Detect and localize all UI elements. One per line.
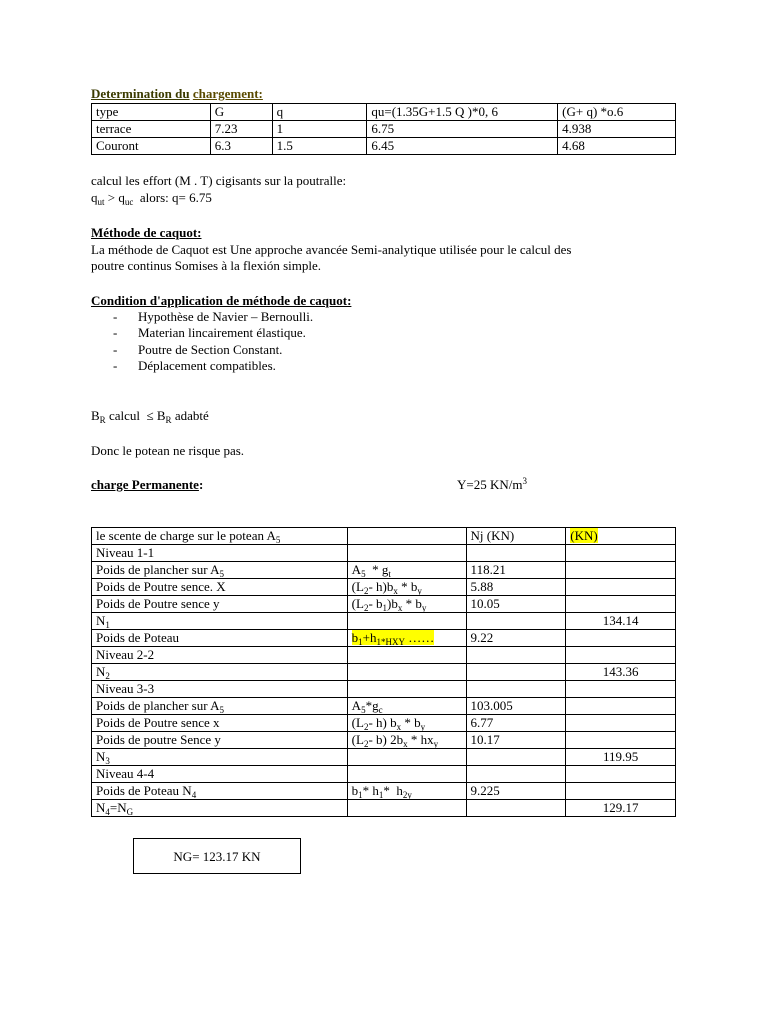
donc-text: Donc le potean ne risque pas. bbox=[91, 443, 245, 458]
table-cell: Poids de Poutre sence. X bbox=[92, 579, 348, 596]
cell-sub: 2 bbox=[363, 603, 369, 613]
table-cell: terrace bbox=[92, 121, 211, 138]
br-adapte: adabté bbox=[174, 408, 209, 423]
table-row bbox=[92, 579, 676, 596]
cell-sub: 4 bbox=[191, 790, 197, 800]
cell-sub: 1 bbox=[358, 637, 363, 647]
calc-q: q bbox=[91, 190, 98, 205]
table-cell: Niveau 1-1 bbox=[92, 545, 348, 562]
table-cell: 119.95 bbox=[566, 749, 676, 766]
table-cell bbox=[347, 579, 466, 596]
permanente-colon: : bbox=[198, 477, 204, 492]
list-item-text: Déplacement compatibles. bbox=[138, 358, 276, 373]
table-cell bbox=[466, 613, 566, 630]
permanente-title: charge Permanente bbox=[91, 477, 199, 492]
bullet-dash: - bbox=[113, 358, 118, 373]
table-cell bbox=[566, 579, 676, 596]
table-cell bbox=[566, 698, 676, 715]
table-cell bbox=[466, 766, 566, 783]
cell-text: b bbox=[351, 783, 359, 798]
list-item-text: Hypothèse de Navier – Bernoulli. bbox=[138, 309, 314, 324]
table-cell bbox=[466, 545, 566, 562]
cell-text: * b bbox=[402, 596, 422, 611]
cell-text: …… bbox=[405, 630, 435, 645]
table-cell: 7.23 bbox=[210, 121, 272, 138]
table-cell bbox=[566, 766, 676, 783]
table-cell: 9.225 bbox=[466, 783, 566, 800]
calc-uc: uc bbox=[124, 197, 134, 207]
table-cell: 1.5 bbox=[272, 138, 367, 155]
table-cell: 6.45 bbox=[367, 138, 558, 155]
table-row bbox=[92, 613, 676, 630]
table-cell bbox=[347, 596, 466, 613]
table-cell: 118.21 bbox=[466, 562, 566, 579]
table-row bbox=[92, 749, 676, 766]
table-cell bbox=[466, 749, 566, 766]
cell-text: Poids de plancher sur A bbox=[96, 562, 220, 577]
permanente-title-row bbox=[91, 477, 203, 493]
table-cell: 4.68 bbox=[558, 138, 676, 155]
bullet-dash: - bbox=[113, 309, 118, 324]
table-row bbox=[92, 783, 676, 800]
cell-text: - h)b bbox=[368, 579, 394, 594]
table-cell bbox=[92, 664, 348, 681]
table-cell: Poids de poutre Sence y bbox=[92, 732, 348, 749]
table-cell bbox=[347, 613, 466, 630]
table-row bbox=[92, 528, 676, 545]
table-cell bbox=[347, 681, 466, 698]
table-cell: Nj (KN) bbox=[466, 528, 566, 545]
caquot-paragraph-1: La méthode de Caquot est Une approche avancée Semi-analytique utilisée pour le calcul des bbox=[91, 242, 572, 257]
cell-text: - h) b bbox=[368, 715, 397, 730]
cell-text: A bbox=[351, 562, 362, 577]
calc-result: alors: q= 6.75 bbox=[139, 190, 212, 205]
table-cell bbox=[347, 749, 466, 766]
table-cell: Niveau 3-3 bbox=[92, 681, 348, 698]
table-cell bbox=[566, 630, 676, 647]
header-cell: q bbox=[272, 104, 367, 121]
table-row bbox=[92, 800, 676, 817]
calc-condition bbox=[91, 190, 212, 206]
table-cell: 6.3 bbox=[210, 138, 272, 155]
table-cell bbox=[566, 596, 676, 613]
load-table-header bbox=[92, 104, 676, 121]
bullet-dash: - bbox=[113, 342, 118, 357]
cell-sub: 5 bbox=[361, 569, 366, 579]
table-cell: 6.75 bbox=[367, 121, 558, 138]
table-row bbox=[92, 681, 676, 698]
cell-sub: 3 bbox=[105, 756, 110, 766]
table-cell bbox=[566, 783, 676, 800]
calc-line: calcul les effort (M . T) cigisants sur la poutralle: bbox=[91, 173, 347, 188]
table-cell bbox=[566, 647, 676, 664]
br-r1: R bbox=[99, 415, 106, 425]
table-cell: 4.938 bbox=[558, 121, 676, 138]
section-title-part2: chargement: bbox=[192, 86, 263, 101]
table-row bbox=[92, 545, 676, 562]
cell-sub: 1*HXY bbox=[376, 637, 406, 647]
table-row bbox=[92, 121, 676, 138]
calc-ut: ut bbox=[97, 197, 105, 207]
cell-sub: y bbox=[417, 586, 422, 596]
cell-sub: G bbox=[126, 807, 134, 817]
table-cell: 1 bbox=[272, 121, 367, 138]
caquot-paragraph-2: poutre continus Somises à la flexión simple. bbox=[91, 258, 321, 273]
cell-text: * b bbox=[401, 715, 421, 730]
cell-text: N bbox=[96, 749, 106, 764]
table-cell bbox=[347, 800, 466, 817]
table-cell bbox=[347, 630, 466, 647]
br-comparison bbox=[91, 408, 209, 424]
table-cell: Couront bbox=[92, 138, 211, 155]
table-row bbox=[92, 138, 676, 155]
table-cell: Poids de Poutre sence y bbox=[92, 596, 348, 613]
cell-sub: y bbox=[420, 722, 426, 732]
cell-text: N bbox=[96, 664, 106, 679]
table-cell bbox=[466, 681, 566, 698]
table-row bbox=[92, 732, 676, 749]
table-row bbox=[92, 596, 676, 613]
br-le-symbol: ≤ bbox=[146, 408, 154, 423]
cell-sub: 5 bbox=[361, 705, 366, 715]
kn-highlight: (KN) bbox=[570, 528, 598, 543]
cell-sub: t bbox=[388, 569, 391, 579]
cell-text: Poids de Poteau N bbox=[96, 783, 192, 798]
cell-text: *g bbox=[365, 698, 379, 713]
table-cell: 129.17 bbox=[566, 800, 676, 817]
list-item-text: Materian lincairement élastique. bbox=[138, 325, 306, 340]
br-b1: B bbox=[91, 408, 100, 423]
gamma-value bbox=[457, 477, 527, 493]
table-cell: 9.22 bbox=[466, 630, 566, 647]
table-cell: 143.36 bbox=[566, 664, 676, 681]
table-cell: Niveau 2-2 bbox=[92, 647, 348, 664]
cell-sub: x bbox=[403, 739, 408, 749]
table-row bbox=[92, 766, 676, 783]
table-cell bbox=[92, 749, 348, 766]
table-cell bbox=[566, 715, 676, 732]
cell-text: (L bbox=[351, 579, 364, 594]
cell-sub: 2 bbox=[105, 671, 110, 681]
cell-sub: x bbox=[397, 603, 403, 613]
table-cell bbox=[466, 664, 566, 681]
cell-text: le scente de charge sur le potean A bbox=[96, 528, 276, 543]
cell-sub: 1 bbox=[358, 790, 363, 800]
cell-sub: x bbox=[396, 722, 402, 732]
ng-result-box: NG= 123.17 KN bbox=[133, 838, 301, 874]
table-cell: Poids de Poutre sence x bbox=[92, 715, 348, 732]
gamma-exp: 3 bbox=[522, 476, 527, 486]
table-cell: Poids de Poteau bbox=[92, 630, 348, 647]
table-cell bbox=[566, 562, 676, 579]
table-cell: 6.77 bbox=[466, 715, 566, 732]
br-r2: R bbox=[165, 415, 172, 425]
cell-text: Poids de plancher sur A bbox=[96, 698, 220, 713]
table-cell bbox=[347, 647, 466, 664]
section-title-chargement bbox=[91, 86, 263, 102]
table-cell bbox=[92, 613, 348, 630]
cell-text: * h bbox=[362, 783, 379, 798]
header-cell: G bbox=[210, 104, 272, 121]
table-cell bbox=[566, 732, 676, 749]
cell-text: b bbox=[351, 630, 359, 645]
cell-text: )b bbox=[387, 596, 398, 611]
cell-sub: 2y bbox=[402, 790, 412, 800]
table-row bbox=[92, 647, 676, 664]
cell-text: - b) 2b bbox=[368, 732, 404, 747]
cell-sub: y bbox=[433, 739, 439, 749]
table-cell bbox=[466, 800, 566, 817]
cell-sub: 2 bbox=[363, 722, 369, 732]
section-title-part1: Determination du bbox=[91, 86, 190, 101]
gamma-text: Y=25 KN/m bbox=[457, 477, 523, 492]
table-cell bbox=[92, 783, 348, 800]
cell-text: (L bbox=[351, 715, 364, 730]
table-cell bbox=[347, 732, 466, 749]
cell-sub: 4 bbox=[105, 807, 110, 817]
cell-text: - b bbox=[368, 596, 383, 611]
cell-text: +h bbox=[362, 630, 377, 645]
cell-text: * h bbox=[383, 783, 403, 798]
cell-text: N bbox=[96, 800, 106, 815]
table-cell bbox=[347, 715, 466, 732]
table-cell: Niveau 4-4 bbox=[92, 766, 348, 783]
cell-text: =N bbox=[109, 800, 127, 815]
table-cell bbox=[92, 528, 348, 545]
table-cell bbox=[92, 698, 348, 715]
table-row bbox=[92, 562, 676, 579]
table-row bbox=[92, 664, 676, 681]
cell-text: * g bbox=[365, 562, 389, 577]
list-item-text: Poutre de Section Constant. bbox=[138, 342, 283, 357]
table-row bbox=[92, 698, 676, 715]
table-cell bbox=[566, 681, 676, 698]
table-cell bbox=[347, 698, 466, 715]
table-cell bbox=[466, 647, 566, 664]
highlight-formula bbox=[352, 630, 435, 645]
table-cell bbox=[347, 664, 466, 681]
cell-sub: x bbox=[393, 586, 398, 596]
table-cell: 5.88 bbox=[466, 579, 566, 596]
load-table bbox=[91, 103, 676, 155]
cell-sub: 2 bbox=[363, 586, 369, 596]
cell-sub: y bbox=[421, 603, 427, 613]
cell-sub: c bbox=[378, 705, 383, 715]
caquot-title: Méthode de caquot: bbox=[91, 225, 202, 240]
header-cell: type bbox=[92, 104, 211, 121]
load-descent-table bbox=[91, 527, 676, 817]
cell-sub: 1 bbox=[378, 790, 384, 800]
br-b2: B bbox=[156, 408, 166, 423]
cell-text: A bbox=[351, 698, 362, 713]
table-cell bbox=[347, 562, 466, 579]
cell-sub: 5 bbox=[219, 569, 224, 579]
table-cell bbox=[347, 766, 466, 783]
br-calcul: calcul bbox=[108, 408, 140, 423]
calc-q2: q bbox=[118, 190, 125, 205]
table-cell: 134.14 bbox=[566, 613, 676, 630]
cell-text: (L bbox=[351, 596, 364, 611]
cell-sub: 5 bbox=[275, 535, 281, 545]
table-cell bbox=[347, 528, 466, 545]
cell-text: * b bbox=[397, 579, 418, 594]
table-row bbox=[92, 715, 676, 732]
conditions-title: Condition d'application de méthode de caquot: bbox=[91, 293, 352, 308]
cell-text: (L bbox=[351, 732, 364, 747]
table-cell bbox=[347, 783, 466, 800]
bullet-dash: - bbox=[113, 325, 118, 340]
cell-text: * hx bbox=[407, 732, 434, 747]
table-cell bbox=[92, 562, 348, 579]
header-cell: (G+ q) *o.6 bbox=[558, 104, 676, 121]
table-cell bbox=[566, 528, 676, 545]
cell-sub: 2 bbox=[363, 739, 369, 749]
calc-gt: > bbox=[107, 190, 116, 205]
table-cell bbox=[347, 545, 466, 562]
table-cell: 10.17 bbox=[466, 732, 566, 749]
table-row bbox=[92, 630, 676, 647]
header-cell: qu=(1.35G+1.5 Q )*0, 6 bbox=[367, 104, 558, 121]
table-cell bbox=[566, 545, 676, 562]
table-cell bbox=[92, 800, 348, 817]
cell-sub: 5 bbox=[219, 705, 224, 715]
cell-text: N bbox=[96, 613, 106, 628]
table-cell: 103.005 bbox=[466, 698, 566, 715]
table-cell: 10.05 bbox=[466, 596, 566, 613]
cell-sub: 1 bbox=[105, 620, 110, 630]
cell-sub: 1 bbox=[382, 603, 388, 613]
